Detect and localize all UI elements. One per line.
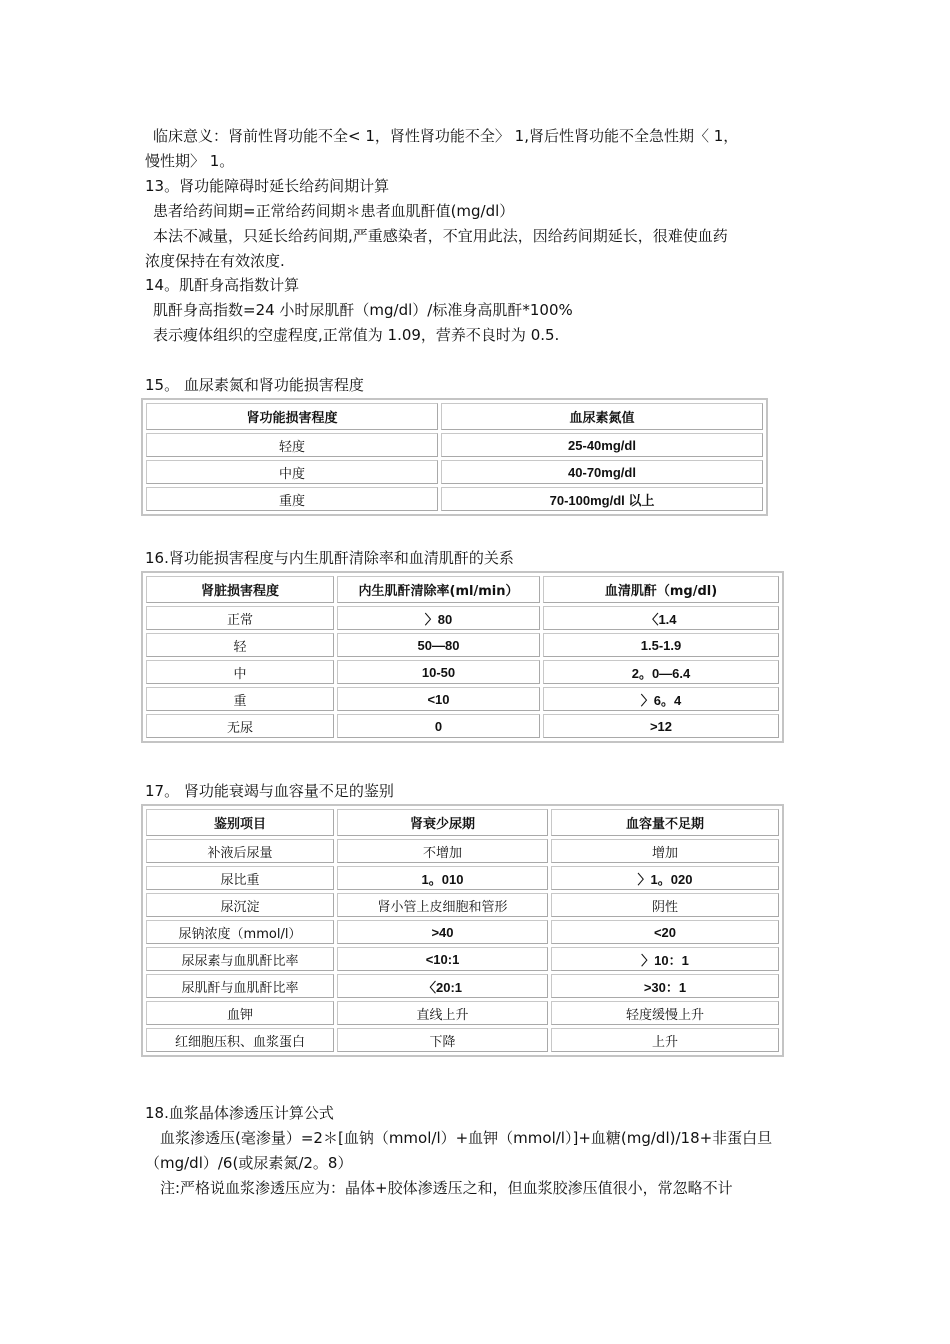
table-header-row	[146, 576, 779, 603]
intro-line-1: 临床意义：肾前性肾功能不全< 1，肾性肾功能不全〉 1,肾后性肾功能不全急性期〈 1，	[153, 127, 739, 145]
table-row	[146, 687, 779, 711]
table-cell: 25-40mg/dl	[441, 433, 763, 457]
table-cell: 2。0—6.4	[543, 660, 779, 684]
table-header-cell: 血尿素氮值	[441, 403, 763, 430]
table-cell: 尿比重	[146, 866, 334, 890]
table-cell: 重度	[146, 487, 438, 511]
table-header-cell: 鉴别项目	[146, 809, 334, 836]
table-cell: 增加	[551, 839, 779, 863]
table-cell: 轻度缓慢上升	[551, 1001, 779, 1025]
bun-table	[141, 398, 768, 516]
table-cell: >40	[337, 920, 548, 944]
section-14-note: 表示瘦体组织的空虚程度,正常值为 1.09，营养不良时为 0.5.	[153, 326, 560, 344]
table-row	[146, 974, 779, 998]
table-cell: 尿尿素与血肌酐比率	[146, 947, 334, 971]
table-cell: 〉80	[337, 606, 540, 630]
table-row	[146, 714, 779, 738]
table-cell: <20	[551, 920, 779, 944]
table-header-row	[146, 809, 779, 836]
table-cell: 中	[146, 660, 334, 684]
table-row	[146, 893, 779, 917]
table-cell: 不增加	[337, 839, 548, 863]
section-17-title: 17。 肾功能衰竭与血容量不足的鉴别	[145, 782, 394, 800]
table-cell: 尿沉淀	[146, 893, 334, 917]
table-cell: 轻度	[146, 433, 438, 457]
table-row	[146, 633, 779, 657]
table-cell: 血钾	[146, 1001, 334, 1025]
table-cell: 70-100mg/dl 以上	[441, 487, 763, 511]
table-cell: 〈20:1	[337, 974, 548, 998]
table-row	[146, 920, 779, 944]
creatinine-table	[141, 571, 784, 743]
table-cell: >12	[543, 714, 779, 738]
table-header-cell: 肾脏损害程度	[146, 576, 334, 603]
table-header-cell: 肾功能损害程度	[146, 403, 438, 430]
table-cell: 正常	[146, 606, 334, 630]
section-15-title: 15。 血尿素氮和肾功能损害程度	[145, 376, 364, 394]
table-header-cell: 内生肌酐清除率(ml/min）	[337, 576, 540, 603]
table-cell: >30：1	[551, 974, 779, 998]
table-header-row	[146, 403, 763, 430]
table-cell: <10:1	[337, 947, 548, 971]
table-cell: 中度	[146, 460, 438, 484]
table-cell: 〉6。4	[543, 687, 779, 711]
section-18-formula-1: 血浆渗透压(毫渗量）=2＊[血钠（mmol/l）+血钾（mmol/l）]+血糖(mg/dl)/18+非蛋白旦	[160, 1129, 773, 1147]
differential-table	[141, 804, 784, 1057]
table-cell: 50—80	[337, 633, 540, 657]
table-cell: 下降	[337, 1028, 548, 1052]
table-cell: 40-70mg/dl	[441, 460, 763, 484]
table-row	[146, 1028, 779, 1052]
table-row	[146, 487, 763, 511]
table-row	[146, 460, 763, 484]
table-cell: 1。010	[337, 866, 548, 890]
table-row	[146, 839, 779, 863]
section-16-title: 16.肾功能损害程度与内生肌酐清除率和血清肌酐的关系	[145, 549, 514, 567]
table-cell: 10-50	[337, 660, 540, 684]
table-cell: 阴性	[551, 893, 779, 917]
section-18-formula-2: （mg/dl）/6(或尿素氮/2。8）	[145, 1154, 353, 1172]
table-cell: 补液后尿量	[146, 839, 334, 863]
section-18-note: 注:严格说血浆渗透压应为：晶体+胶体渗透压之和，但血浆胶渗压值很小，常忽略不计	[160, 1179, 733, 1197]
table-row	[146, 660, 779, 684]
section-14-title: 14。肌酐身高指数计算	[145, 276, 300, 294]
table-row	[146, 606, 779, 630]
table-row	[146, 947, 779, 971]
section-13-title: 13。肾功能障碍时延长给药间期计算	[145, 177, 390, 195]
section-13-formula: 患者给药间期=正常给药间期＊患者血肌酐值(mg/dl）	[153, 202, 515, 220]
table-cell: 肾小管上皮细胞和管形	[337, 893, 548, 917]
section-13-note-2: 浓度保持在有效浓度.	[145, 252, 285, 270]
table-header-cell: 肾衰少尿期	[337, 809, 548, 836]
table-row	[146, 866, 779, 890]
table-cell: <10	[337, 687, 540, 711]
table-cell: 〈1.4	[543, 606, 779, 630]
table-cell: 红细胞压积、血浆蛋白	[146, 1028, 334, 1052]
table-cell: 重	[146, 687, 334, 711]
intro-line-2: 慢性期〉 1。	[145, 152, 235, 170]
table-cell: 1.5-1.9	[543, 633, 779, 657]
table-cell: 〉10：1	[551, 947, 779, 971]
table-cell: 轻	[146, 633, 334, 657]
table-cell: 直线上升	[337, 1001, 548, 1025]
table-cell: 上升	[551, 1028, 779, 1052]
table-cell: 无尿	[146, 714, 334, 738]
table-row	[146, 1001, 779, 1025]
table-cell: 尿肌酐与血肌酐比率	[146, 974, 334, 998]
table-cell: 〉1。020	[551, 866, 779, 890]
table-cell: 尿钠浓度（mmol/l）	[146, 920, 334, 944]
table-cell: 0	[337, 714, 540, 738]
section-14-formula: 肌酐身高指数=24 小时尿肌酐（mg/dl）/标准身高肌酐*100%	[153, 301, 573, 319]
table-row	[146, 433, 763, 457]
table-header-cell: 血清肌酐（mg/dl)	[543, 576, 779, 603]
section-18-title: 18.血浆晶体渗透压计算公式	[145, 1104, 334, 1122]
table-header-cell: 血容量不足期	[551, 809, 779, 836]
section-13-note-1: 本法不减量，只延长给药间期,严重感染者，不宜用此法，因给药间期延长，很难使血药	[153, 227, 728, 245]
